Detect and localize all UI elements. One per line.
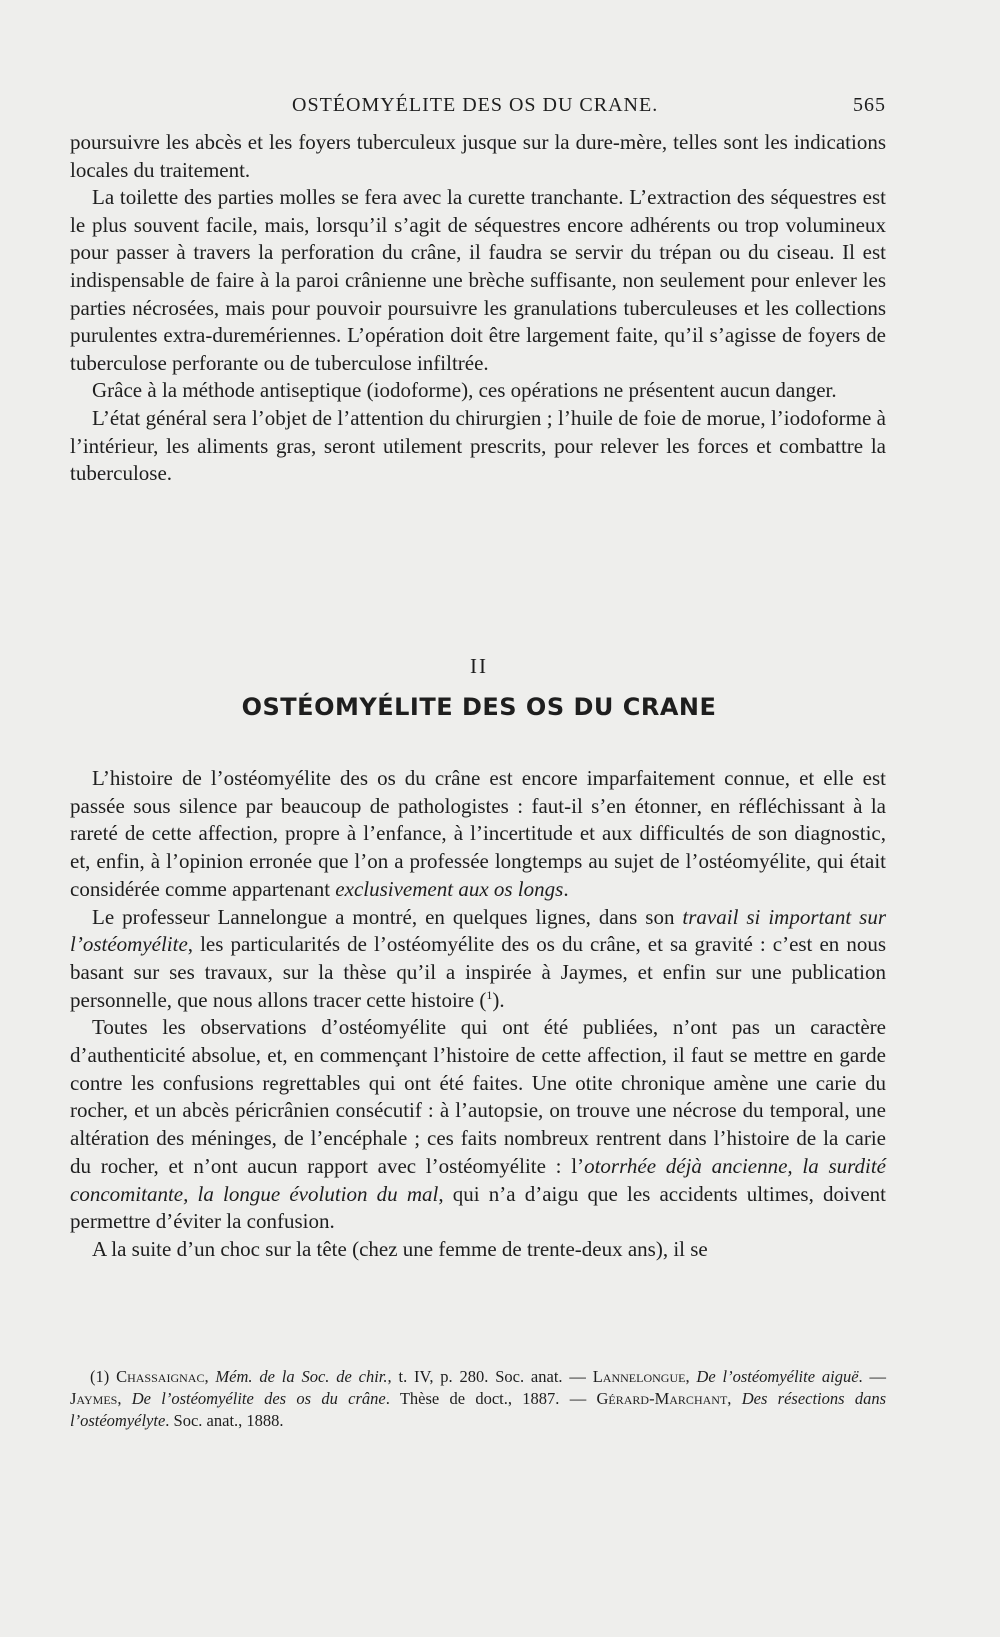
text-run: . — (858, 1367, 887, 1386)
footnote-ref: 1 (486, 987, 493, 1002)
text-run: Le professeur Lannelongue a montré, en quelques lignes, dans son (92, 904, 683, 929)
section-title: OSTÉOMYÉLITE DES OS DU CRANE (241, 693, 717, 721)
text-run: L’histoire de l’ostéomyélite des os du crâne est encore imparfaitement connue, et elle est passée sous silence par beaucoup de pathologistes : faut-il s’en étonner, en réfléchissant à la rareté de cette affection, propre à l’enfance, à l’incertitude et aux difficultés de son diagnostic, et, enfin, à l’opinion erronée que l’on a professée longtemps au sujet de l’ostéomyélite, qui était considérée comme appartenant (70, 766, 886, 901)
author-name: Chassaignac (116, 1367, 205, 1386)
work-title: De l’ostéomyélite aiguë (696, 1367, 859, 1386)
paragraph (70, 765, 886, 904)
osteomyelitis-text (70, 765, 886, 1264)
paragraph: poursuivre les abcès et les foyers tuberculeux jusque sur la dure-mère, telles sont les indications locales du traitement. (70, 130, 886, 182)
text-run: , qui n’a d’aigu que les accidents ultimes, doivent permettre d’éviter la confusion. (70, 1181, 886, 1234)
footnote-mark: (1) (90, 1367, 110, 1386)
paragraph (70, 1014, 886, 1236)
running-title: OSTÉOMYÉLITE DES OS DU CRANE. (292, 94, 659, 116)
footnote-text: (1) Chassaignac, Mém. de la Soc. de chir., t. IV, p. 280. Soc. anat. — Lannelongue, De l’ostéomyélite aiguë. — Jaymes, De l’ostéomyélite des os du crâne. Thèse de doct., 1887. — Gérard-Marchant, Des résections dans l’ostéomyélyte. Soc. anat., 1888. (70, 1367, 887, 1430)
treatment-text (70, 129, 886, 488)
paragraph: Grâce à la méthode antiseptique (iodoforme), ces opérations ne présentent aucun danger. (92, 378, 837, 403)
paragraph (70, 904, 886, 1015)
footnote (70, 1366, 886, 1432)
author-name: Lannelongue (592, 1367, 686, 1386)
section-number: II (470, 654, 488, 678)
work-title: De l’ostéomyélite des os du crâne (131, 1389, 386, 1408)
paragraph: A la suite d’un choc sur la tête (chez une femme de trente-deux ans), il se (92, 1236, 708, 1261)
text-run: , les particularités de l’ostéomyélite des os du crâne, et sa gravité : c’est en nous basant sur ses travaux, sur la thèse qu’il a inspirée à Jaymes, et enfin sur une publication personnelle, que nous allons tracer cette histoire ( (70, 932, 886, 1012)
author-name: Gérard-Marchant (596, 1389, 728, 1408)
italic-text: travail si important sur l’ostéomyélite (70, 904, 886, 957)
text-run: ). (492, 987, 505, 1012)
work-title: Mém. de la Soc. de chir. (215, 1367, 388, 1386)
text-run: . Soc. anat., 1888. (165, 1411, 284, 1430)
italic-text: exclusivement aux os longs (335, 876, 564, 901)
text-run: , t. IV, p. 280. Soc. anat. — (387, 1367, 593, 1386)
running-header (70, 94, 886, 122)
text-run: . Thèse de doct., 1887. — (385, 1389, 597, 1408)
text-run: . (563, 876, 569, 901)
work-title: Des résections dans l’ostéomyélyte (70, 1389, 887, 1430)
page-number: 565 (853, 94, 886, 116)
author-name: Jaymes (70, 1389, 118, 1408)
paragraph: L’état général sera l’objet de l’attention du chirurgien ; l’huile de foie de morue, l’iodoforme à l’intérieur, les aliments gras, seront utilement prescrits, pour relever les forces et combattre la tuberculose. (70, 405, 886, 486)
paragraph: La toilette des parties molles se fera avec la curette tranchante. L’extraction des séquestres est le plus souvent facile, mais, lorsqu’il s’agit de séquestres encore adhérents ou trop volumineux pour passer à travers la perforation du crâne, il faudra se servir du trépan ou du ciseau. Il est indispensable de faire à la paroi crânienne une brèche suffisante, non seulement pour enlever les parties nécrosées, mais pour pouvoir poursuivre les granulations tuberculeuses et les collections purulentes extra-duremériennes. L’opération doit être largement faite, qu’il s’agisse de foyers de tuberculose perforante ou de tuberculose infiltrée. (70, 185, 886, 375)
italic-text: otorrhée déjà ancienne, la surdité concomitante, la longue évolution du mal (70, 1153, 887, 1206)
text-run: Toutes les observations d’ostéomyélite qui ont été publiées, n’ont pas un caractère d’authenticité absolue, et, en commençant l’histoire de cette affection, il faut se mettre en garde contre les confusions regrettables qui ont été faites. Une otite chronique amène une carie du rocher, et un abcès péricrânien consécutif : à l’autopsie, on trouve une nécrose du temporal, une altération des méninges, de l’encéphale ; ces faits nombreux rentrent dans l’histoire de la carie du rocher, et n’ont aucun rapport avec l’ostéomyélite : l’ (70, 1015, 886, 1178)
